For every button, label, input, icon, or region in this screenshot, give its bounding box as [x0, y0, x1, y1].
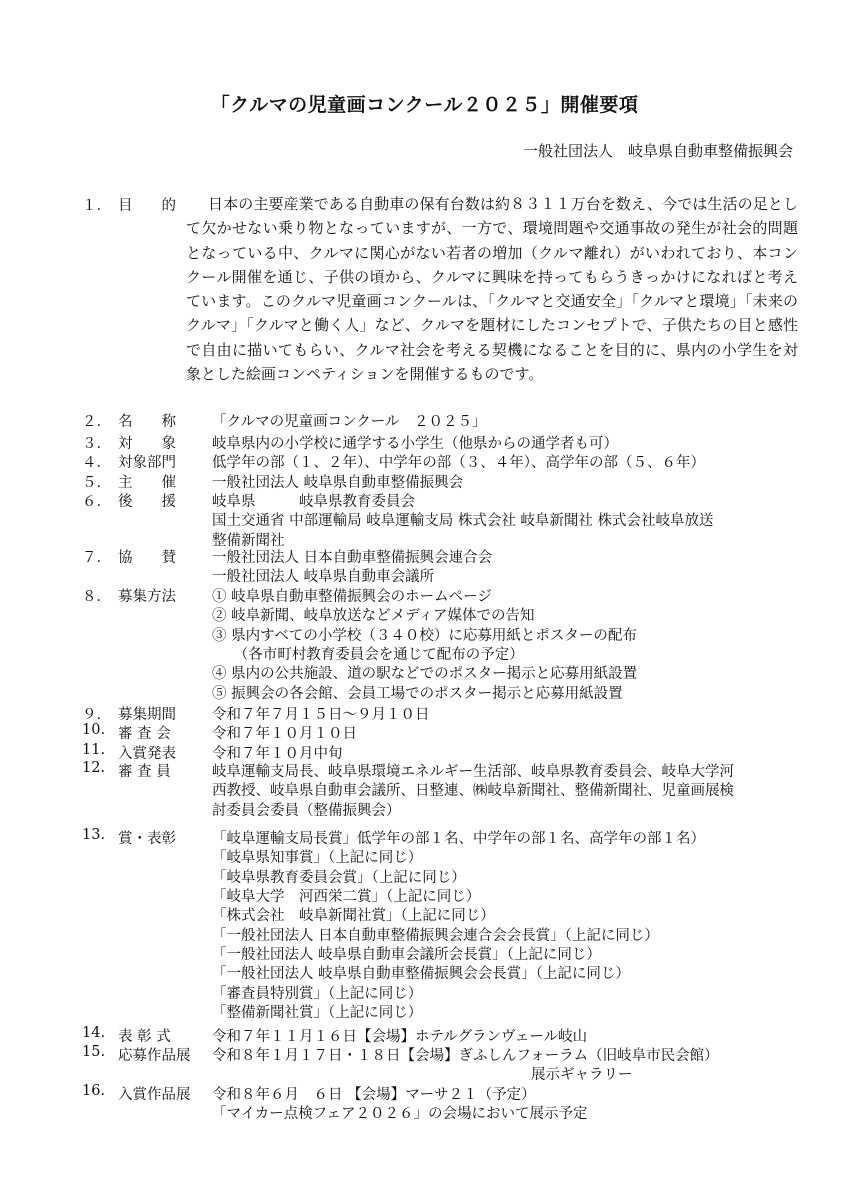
- section-line: 令和８年１月１７日・１８日【会場】ぎふしんフォーラム（旧岐阜市民会館）: [212, 1048, 719, 1064]
- section-line: 令和７年７月１５日～９月１０日: [212, 707, 430, 723]
- section-label: 表 彰 式: [118, 1029, 171, 1045]
- section-line: 「マイカー点検フェア２０２６」の会場において展示予定: [212, 1106, 588, 1123]
- section-line: ④ 県内の公共施設、道の駅などでのポスター掲示と応募用紙設置: [212, 666, 638, 683]
- section-line: 展示ギャラリー: [212, 1067, 633, 1084]
- section-number: 12.: [82, 760, 106, 776]
- section-line: 「審査員特別賞」（上記に同じ）: [212, 985, 423, 1002]
- section-line: 岐阜運輸支局長、岐阜県環境エネルギー生活部、岐阜県教育委員会、岐阜大学河: [212, 764, 734, 780]
- section-label: 入賞作品展: [118, 1087, 191, 1103]
- section-line: 「クルマの児童画コンクール ２０２５」: [212, 414, 487, 430]
- section-number: ９．: [82, 707, 111, 723]
- section-label: 対象部門: [118, 455, 176, 471]
- section-line: 「株式会社 岐阜新聞社賞」（上記に同じ）: [212, 908, 495, 925]
- section-label: 募集期間: [118, 707, 176, 723]
- section-line: ③ 県内すべての小学校（３４０校）に応募用紙とポスターの配布: [212, 627, 637, 644]
- section-line: 一般社団法人 岐阜県自動車整備振興会: [212, 475, 464, 491]
- section-line: 一般社団法人 岐阜県自動車会議所: [212, 569, 435, 586]
- section-label: 審 査 会: [118, 726, 171, 742]
- section-line: 「岐阜運輸支局長賞」低学年の部１名、中学年の部１名、高学年の部１名）: [212, 831, 705, 847]
- purpose-text: 日本の主要産業である自動車の保有台数は約８３１１万台を数え、今では生活の足として欠かせない乗り物となっていますが、一方で、環境問題や交通事故の発生が社会的問題となっている中、クルマに関心がない若者の増加（クルマ離れ）がいわれており、本コンクール開催を通じ、子供の頃から、クルマに興味を持ってもらうきっかけになればと考えています。このクルマ児童画コンクールは、「クルマと交通安全」「クルマと環境」「未来のクルマ」「クルマと働く人」など、クルマを題材にしたコンセプトで、子供たちの目と感性で自由に描いてもらい、クルマ社会を考える契機になることを目的に、県内の小学生を対象とした絵画コンペティションを開催するものです。: [186, 195, 798, 384]
- section-line: 「一般社団法人 岐阜県自動車整備振興会会長賞」（上記に同じ）: [212, 966, 630, 983]
- section-number: 15.: [82, 1044, 106, 1060]
- section-label: 対 象: [118, 436, 176, 452]
- section-label: 協 賛: [118, 550, 176, 566]
- section-number: ４．: [82, 455, 111, 471]
- section-label: 賞・表彰: [118, 831, 176, 847]
- section-number: １．: [82, 198, 111, 214]
- organizer-header: 一般社団法人 岐阜県自動車整備振興会: [522, 142, 793, 160]
- section-line: ⑤ 振興会の各会館、会員工場でのポスター掲示と応募用紙設置: [212, 685, 623, 702]
- section-label: 入賞発表: [118, 746, 176, 762]
- section-number: 10.: [82, 722, 106, 738]
- section-line: 令和８年６月 ６日 【会場】マーサ２１（予定）: [212, 1087, 536, 1103]
- section-line: 令和７年１１月１６日【会場】ホテルグランヴェール岐山: [212, 1029, 588, 1045]
- section-line: （各市町村教育委員会を通じて配布の予定）: [212, 647, 524, 664]
- section-number: ５．: [82, 475, 111, 491]
- section-number: ７．: [82, 550, 111, 566]
- page-title: 「クルマの児童画コンクール２０２５」開催要項: [210, 94, 639, 116]
- section-line: ② 岐阜新聞、岐阜放送などメディア媒体での告知: [212, 608, 535, 625]
- section-number: ６．: [82, 494, 111, 510]
- section-label: 応募作品展: [118, 1048, 191, 1064]
- section-line: 西教授、岐阜県自動車会議所、日整連、㈱岐阜新聞社、整備新聞社、児童画展検: [212, 783, 734, 800]
- section-label: 審 査 員: [118, 764, 171, 780]
- section-line: 「岐阜県知事賞」（上記に同じ）: [212, 850, 423, 867]
- section-line: 整備新聞社: [212, 532, 285, 549]
- section-line: 討委員会委員（整備振興会）: [212, 802, 401, 819]
- section-label: 募集方法: [118, 589, 176, 605]
- section-line: 低学年の部（１、２年）、中学年の部（３、４年）、高学年の部（５、６年）: [212, 455, 705, 471]
- section-line: 岐阜県内の小学校に通学する小学生（他県からの通学者も可）: [212, 436, 618, 452]
- section-label: 後 援: [118, 494, 176, 510]
- section-number: 14.: [82, 1025, 106, 1041]
- section-number: 13.: [82, 827, 106, 843]
- section-line: 一般社団法人 日本自動車整備振興会連合会: [212, 550, 493, 566]
- section-label: 名 称: [118, 414, 176, 430]
- section-number: 11.: [82, 742, 106, 758]
- section-label: 目 的: [118, 198, 176, 214]
- section-line: 令和７年１０月１０日: [212, 726, 357, 742]
- section-number: ２．: [82, 414, 111, 430]
- section-line: 「一般社団法人 岐阜県自動車会議所会長賞」（上記に同じ）: [212, 947, 601, 964]
- section-label: 主 催: [118, 475, 176, 491]
- section-number: ３．: [82, 436, 111, 452]
- section-line: ① 岐阜県自動車整備振興会のホームページ: [212, 589, 492, 605]
- section-line: 岐阜県 岐阜県教育委員会: [212, 494, 415, 510]
- section-number: ８．: [82, 589, 111, 605]
- section-line: 国土交通省 中部運輸局 岐阜運輸支局 株式会社 岐阜新聞社 株式会社岐阜放送: [212, 513, 714, 530]
- section-line: 「岐阜大学 河西栄二賞」（上記に同じ）: [212, 889, 481, 906]
- section-line: 「一般社団法人 日本自動車整備振興会連合会会長賞」（上記に同じ）: [212, 927, 659, 944]
- section-line: 「岐阜県教育委員会賞」（上記に同じ）: [212, 869, 466, 886]
- section-number: 16.: [82, 1083, 106, 1099]
- section-line: 令和７年１０月中旬: [212, 746, 343, 762]
- section-line: 「整備新聞社賞」（上記に同じ）: [212, 1005, 423, 1022]
